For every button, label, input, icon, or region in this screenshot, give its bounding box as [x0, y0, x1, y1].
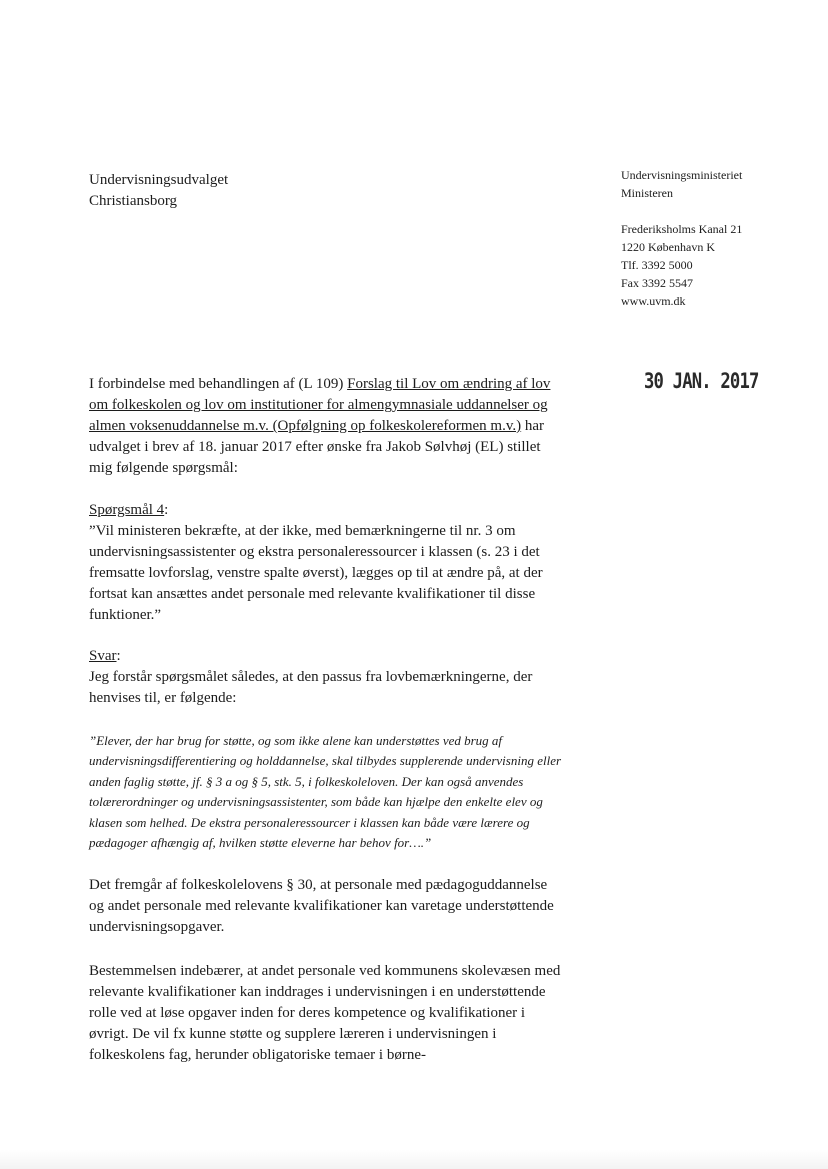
paragraph-1: Det fremgår af folkeskolelovens § 30, at personale med pædagoguddannelse og andet personale med relevante kvalifikationer kan varetage understøttende undervisningsopgaver. — [89, 877, 554, 935]
sender-phone: Tlf. 3392 5000 — [621, 258, 693, 272]
question-heading-colon: : — [164, 502, 169, 518]
sender-web: www.uvm.dk — [621, 294, 686, 308]
paragraph-section-30 — [89, 875, 564, 938]
sender-org: Undervisningsministeriet — [621, 168, 743, 182]
paragraph-2: Bestemmelsen indebærer, at andet personale ved kommunens skolevæsen med relevante kvalifikationer kan inddrages i undervisningen i en understøttende rolle ved at løse opgaver inden for deres kompetence og kvalifikationer i øvrigt. De vil fx kunne støtte og supplere læreren i undervisningen i folkeskolens fag, herunder obligatoriske temaer i børne- — [89, 963, 561, 1063]
answer-heading: Svar — [89, 648, 117, 664]
sender-city: 1220 København K — [621, 240, 715, 254]
law-quote-text: ”Elever, der har brug for støtte, og som ikke alene kan understøttes ved brug af undervisningsdifferentiering og holddannelse, skal tilbydes supplerende undervisning eller anden faglig støtte, jf. § 3 a og § 5, stk. 5, i folkeskoleloven. Der kan også anvendes tolærerordninger og undervisningsassistenter, som både kan hjælpe den enkelte elev og klasen som helhed. De ekstra personaleressourcer i klassen kan både være lærere og pædagoger afhængig af, hvilken støtte eleverne har behov for….” — [89, 733, 562, 851]
intro-rest: har udvalget i brev af 18. januar 2017 efter ønske fra Jakob Sølvhøj (EL) stillet mig følgende spørgsmål: — [89, 418, 545, 476]
answer-text: Jeg forstår spørgsmålet således, at den passus fra lovbemærkningerne, der henvises til, er følgende: — [89, 669, 533, 706]
question-text: ”Vil ministeren bekræfte, at der ikke, med bemærkningerne til nr. 3 om undervisningsassistenter og ekstra personaleressourcer i klassen (s. 23 i det fremsatte lovforslag, venstre spalte øverst), lægges op til at ændre på, at der fortsat kan ansættes andet personale med relevante kvalifikationer til disse funktioner.” — [89, 523, 543, 623]
bill-title: Forslag til Lov om ændring af lov om folkeskolen og lov om institutioner for almengymnasiale uddannelser og almen voksenuddannelse m.v. (Opfølgning op folkeskolereformen m.v.) — [89, 376, 551, 434]
received-date-stamp: 30 JAN. 2017 — [644, 369, 759, 393]
sender-block — [621, 166, 742, 310]
answer-section — [89, 646, 564, 709]
scan-edge — [0, 1150, 828, 1169]
recipient-line-location: Christiansborg — [89, 193, 178, 209]
question-section — [89, 500, 564, 626]
sender-fax: Fax 3392 5547 — [621, 276, 693, 290]
sender-spacer — [621, 202, 742, 220]
law-quote — [89, 731, 564, 853]
paragraph-provision — [89, 961, 564, 1066]
intro-paragraph — [89, 374, 564, 479]
recipient-address — [89, 170, 228, 212]
sender-street: Frederiksholms Kanal 21 — [621, 222, 743, 236]
question-heading: Spørgsmål 4 — [89, 502, 165, 518]
intro-lead: I forbindelse med behandlingen af (L 109) — [89, 376, 348, 392]
recipient-line-committee: Undervisningsudvalget — [89, 172, 229, 188]
answer-heading-colon: : — [116, 648, 121, 664]
sender-role: Ministeren — [621, 186, 673, 200]
